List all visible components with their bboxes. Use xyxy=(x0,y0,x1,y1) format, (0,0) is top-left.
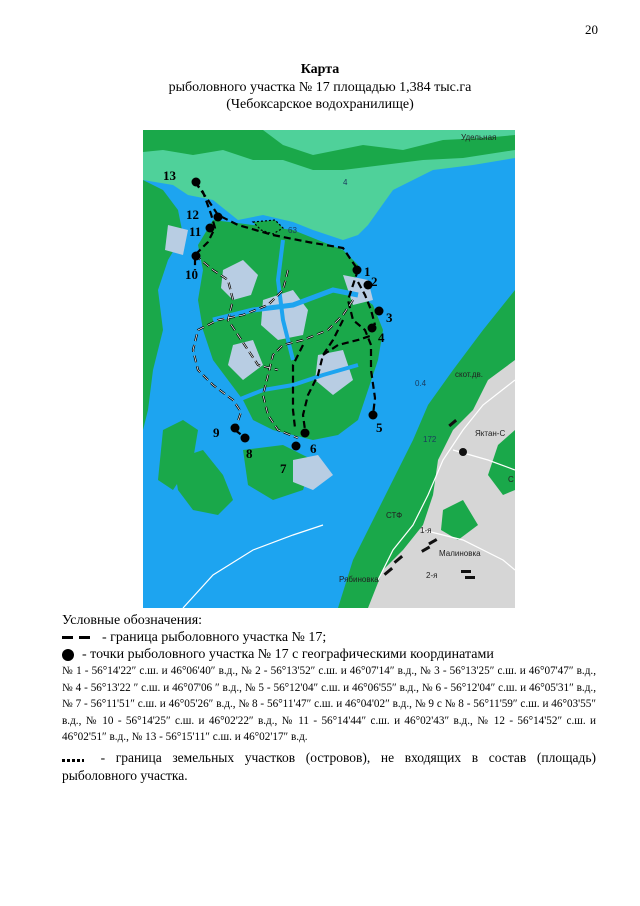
dotted-line-symbol xyxy=(62,759,84,762)
point-2-label: 2 xyxy=(371,274,378,289)
depth-63: 63 xyxy=(288,226,297,235)
label-yaktan: Яктан-С xyxy=(475,429,506,438)
legend-points-row xyxy=(62,646,596,663)
legend-points-text: - точки рыболовного участка № 17 с географическими координатами xyxy=(82,647,494,662)
point-9-label: 9 xyxy=(213,425,220,440)
legend-coordinates: № 1 - 56°14'22″ с.ш. и 46°06'40″ в.д., № 2 - 56°13'52″ с.ш. и 46°07'14″ в.д., № 3 - 56°13'25″ с.ш. и 46°07'47″ в.д., № 4 - 56°13'22 ″ с.ш. и 46°07'06 ″ в.д., № 5 - 56°12'04″ с.ш. и 46°06'55″ в.д., № 6 - 56°12'04″ с.ш. и 46°05'31″ в.д., № 7 - 56°11'51″ с.ш. и 46°05'26″ в.д., № 8 - 56°11'47″ с.ш. и 46°04'02″ в.д., № 9 с № 8 - 56°11'59″ с.ш. и 46°03'55″ в.д., № 10 - 56°14'25″ с.ш. и 46°02'22″ в.д., № 11 - 56°14'44″ с.ш. и 46°02'43″ в.д., № 12 - 56°14'52″ с.ш. и 46°02'51″ в.д., № 13 - 56°15'11″ с.ш. и 46°02'17″ в.д. xyxy=(62,665,596,743)
label-malinovka: Малиновка xyxy=(439,549,481,558)
point-7-label: 7 xyxy=(280,461,287,476)
label-stf: СТФ xyxy=(386,511,403,520)
map-subtitle-reservoir: (Чебоксарское водохранилище) xyxy=(226,97,414,112)
point-13-marker[interactable] xyxy=(192,178,201,187)
point-11-marker[interactable] xyxy=(206,224,215,233)
point-9-marker[interactable] xyxy=(231,424,240,433)
yaktan-marker xyxy=(459,448,467,456)
point-13-label: 13 xyxy=(163,168,176,183)
depth-4: 4 xyxy=(343,178,348,187)
legend-boundary-text: - граница рыболовного участка № 17; xyxy=(102,630,327,645)
point-6-marker[interactable] xyxy=(301,429,310,438)
legend-boundary-row xyxy=(62,629,596,646)
point-12-label: 12 xyxy=(186,207,199,222)
point-3-marker[interactable] xyxy=(375,307,384,316)
point-10-label: 10 xyxy=(185,267,198,282)
point-1-label: 1 xyxy=(364,264,371,279)
point-12-marker[interactable] xyxy=(214,213,223,222)
point-11-label: 11 xyxy=(189,224,202,239)
label-c: С xyxy=(508,475,514,484)
label-udelnaya: Удельная xyxy=(461,133,497,142)
point-symbol-icon xyxy=(62,649,74,661)
point-5-label: 5 xyxy=(376,420,383,435)
legend xyxy=(62,612,596,785)
point-7-marker[interactable] xyxy=(292,442,301,451)
label-skot-dv: скот.дв. xyxy=(455,370,484,379)
legend-islands-row xyxy=(62,749,596,785)
legend-heading: Условные обозначения: xyxy=(62,613,203,628)
point-4-label: 4 xyxy=(378,330,385,345)
legend-islands-text: - граница земельных участков (островов), не входящих в состав (площадь) рыболовного участка. xyxy=(62,749,596,783)
depth-0-4: 0.4 xyxy=(415,379,427,388)
dashed-line-symbol xyxy=(62,636,96,639)
point-6-label: 6 xyxy=(310,441,317,456)
label-ryabinovka: Рябиновка xyxy=(339,575,379,584)
map-subtitle: рыболовного участка № 17 площадью 1,384 тыс.га xyxy=(168,80,472,95)
point-8-label: 8 xyxy=(246,446,253,461)
map-title: Карта xyxy=(300,62,340,77)
point-3-label: 3 xyxy=(386,310,393,325)
depth-172: 172 xyxy=(423,435,437,444)
point-8-marker[interactable] xyxy=(241,434,250,443)
point-1-marker[interactable] xyxy=(353,266,362,275)
label-first: 1-я xyxy=(420,526,432,535)
point-10-marker[interactable] xyxy=(192,252,201,261)
label-second: 2-я xyxy=(426,571,438,580)
point-4-marker[interactable] xyxy=(368,324,377,333)
point-5-marker[interactable] xyxy=(369,411,378,420)
page-number: 20 xyxy=(585,22,598,37)
fishing-area-map[interactable] xyxy=(143,130,515,608)
